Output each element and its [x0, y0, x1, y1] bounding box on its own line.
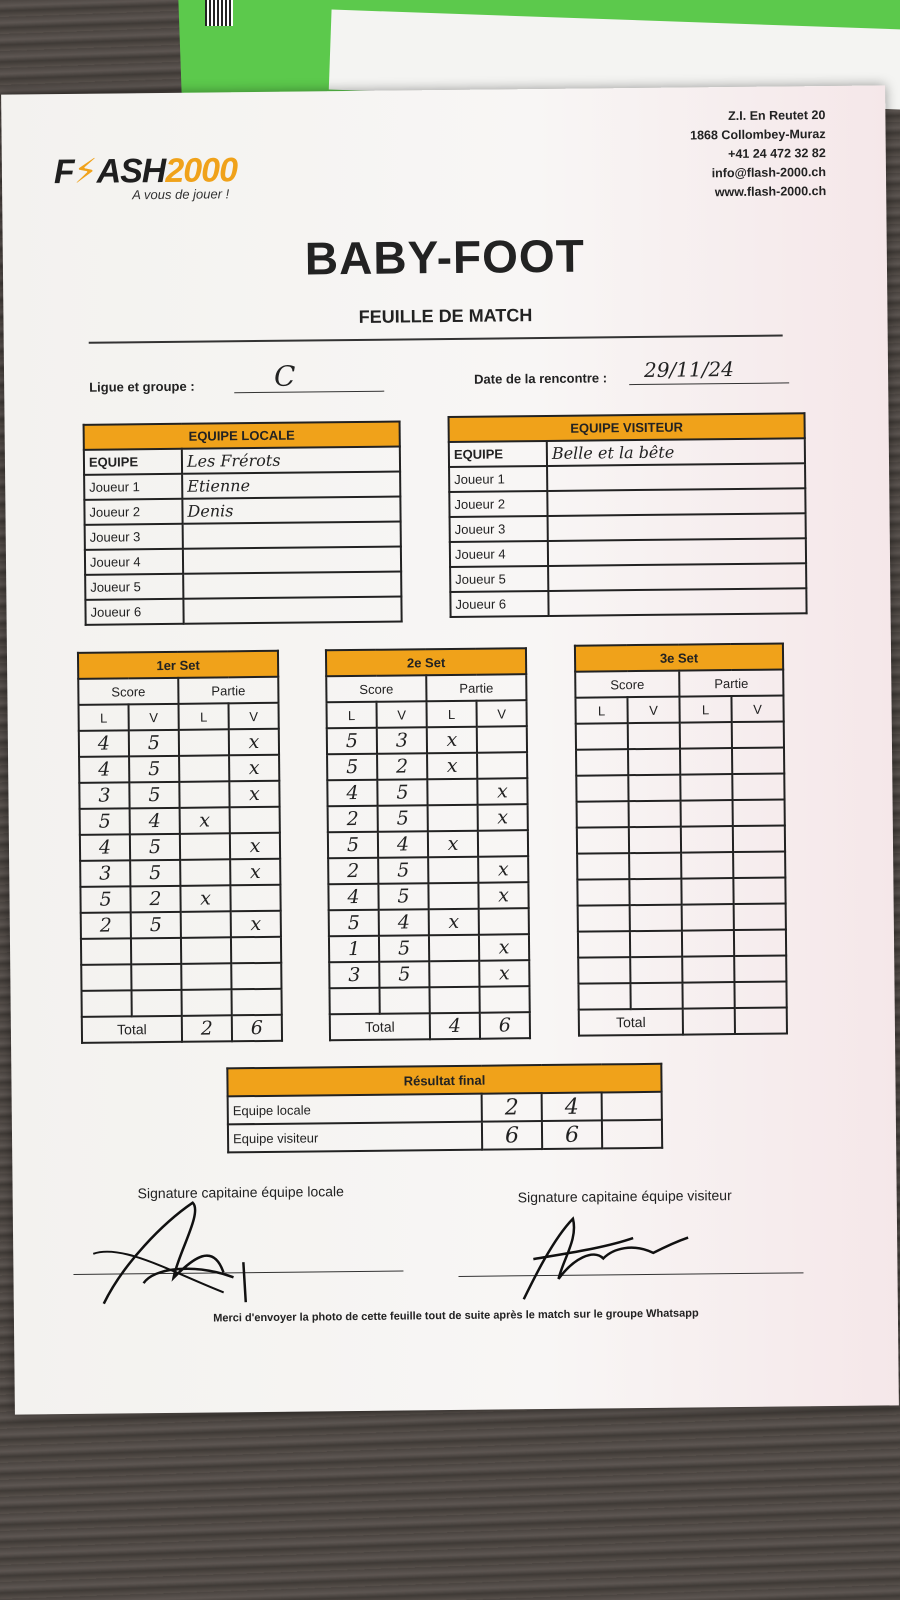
- partie-cell: [680, 774, 732, 801]
- partie-header: Partie: [426, 674, 526, 701]
- set-row: [80, 807, 280, 835]
- col-header: L: [79, 704, 129, 731]
- total-label: Total: [330, 1013, 430, 1040]
- col-header: L: [426, 701, 476, 728]
- away-player-value: [548, 588, 806, 616]
- set-row: [80, 833, 280, 861]
- set-row: [327, 752, 527, 780]
- final-cell: 6: [542, 1120, 602, 1149]
- league-value: C: [273, 359, 296, 393]
- score-cell: 2: [377, 753, 427, 780]
- score-cell: [630, 905, 682, 932]
- away-player-label: Joueur 5: [450, 566, 548, 592]
- score-cell: 4: [327, 780, 377, 807]
- score-cell: [628, 723, 680, 750]
- partie-cell: [681, 878, 733, 905]
- total-v: 6: [480, 1012, 530, 1039]
- set-row: [576, 748, 784, 776]
- score-cell: [629, 879, 681, 906]
- total-label: Total: [82, 1016, 182, 1043]
- date-line: [629, 382, 789, 385]
- score-cell: [630, 957, 682, 984]
- final-cell: [602, 1120, 662, 1149]
- partie-cell: [429, 961, 479, 988]
- score-cell: [576, 749, 628, 776]
- title-divider: [89, 334, 783, 343]
- score-cell: 4: [80, 834, 130, 861]
- set-row: [329, 986, 529, 1014]
- score-cell: 4: [79, 730, 129, 757]
- home-player-label: Joueur 5: [85, 574, 183, 600]
- score-cell: 5: [328, 832, 378, 859]
- score-cell: 5: [378, 857, 428, 884]
- set-row: [577, 825, 785, 853]
- score-cell: [82, 990, 132, 1017]
- partie-cell: x: [229, 755, 279, 782]
- score-cell: 5: [378, 883, 428, 910]
- total-v: [735, 1007, 787, 1034]
- score-cell: [630, 983, 682, 1010]
- score-cell: 5: [129, 730, 179, 757]
- partie-cell: x: [477, 778, 527, 805]
- score-cell: 3: [80, 860, 130, 887]
- partie-cell: [181, 937, 231, 964]
- score-cell: 2: [81, 912, 131, 939]
- partie-cell: [181, 963, 231, 990]
- col-header: L: [679, 696, 731, 723]
- score-cell: [577, 827, 629, 854]
- partie-cell: [428, 883, 478, 910]
- logo-tagline: A vous de jouer !: [132, 186, 230, 203]
- total-label: Total: [579, 1009, 683, 1036]
- away-player-value: [548, 513, 806, 541]
- partie-cell: x: [427, 727, 477, 754]
- score-cell: [629, 853, 681, 880]
- partie-cell: [231, 989, 281, 1016]
- contact-address: Z.I. En Reutet 20: [728, 108, 826, 124]
- league-line: [234, 391, 384, 394]
- set-row: [79, 781, 279, 809]
- set-row: [578, 955, 786, 983]
- away-player-label: Joueur 6: [450, 591, 548, 617]
- set-row: [576, 774, 784, 802]
- page-title: BABY-FOOT: [304, 229, 586, 285]
- set-row: [578, 903, 786, 931]
- partie-cell: [179, 755, 229, 782]
- date-label: Date de la rencontre :: [474, 370, 608, 387]
- away-player-value: [548, 563, 806, 591]
- set-row: [329, 960, 529, 988]
- set-row: [328, 830, 528, 858]
- final-row-label: Equipe locale: [228, 1094, 482, 1125]
- partie-cell: x: [478, 882, 528, 909]
- partie-cell: [180, 859, 230, 886]
- partie-cell: [682, 904, 734, 931]
- score-header: Score: [78, 678, 178, 705]
- partie-cell: x: [479, 934, 529, 961]
- home-player-value: [183, 547, 401, 574]
- score-cell: [578, 931, 630, 958]
- away-team-label: EQUIPE: [449, 441, 547, 467]
- home-player-value: [183, 572, 401, 599]
- final-result-table: [226, 1063, 663, 1154]
- score-cell: [131, 964, 181, 991]
- date-value: 29/11/24: [643, 357, 734, 382]
- set-title: 2e Set: [326, 648, 526, 676]
- score-cell: 5: [130, 834, 180, 861]
- away-player-value: [548, 538, 806, 566]
- set-row: [577, 851, 785, 879]
- total-l: 4: [430, 1013, 480, 1040]
- score-cell: [577, 853, 629, 880]
- home-player-label: Joueur 3: [85, 524, 183, 550]
- set-row: [81, 937, 281, 965]
- partie-cell: [682, 956, 734, 983]
- partie-cell: [230, 807, 280, 834]
- partie-cell: [734, 929, 786, 956]
- partie-cell: [428, 805, 478, 832]
- set-row: [328, 882, 528, 910]
- col-header: V: [228, 703, 278, 730]
- partie-header: Partie: [679, 670, 783, 697]
- col-header: V: [627, 697, 679, 724]
- score-cell: 5: [129, 756, 179, 783]
- partie-cell: [478, 830, 528, 857]
- partie-cell: [479, 986, 529, 1013]
- final-cell: 2: [482, 1093, 542, 1122]
- set-row: [328, 804, 528, 832]
- score-cell: [81, 964, 131, 991]
- total-l: [683, 1008, 735, 1035]
- score-cell: 4: [328, 884, 378, 911]
- col-header: L: [179, 703, 229, 730]
- league-label: Ligue et groupe :: [89, 378, 195, 395]
- set-1-table: [77, 650, 283, 1044]
- home-player-value: [183, 597, 401, 624]
- home-signature-image: [83, 1181, 324, 1314]
- partie-cell: [681, 800, 733, 827]
- partie-cell: [732, 748, 784, 775]
- set-row: [81, 911, 281, 939]
- partie-cell: [429, 935, 479, 962]
- score-cell: 4: [130, 808, 180, 835]
- col-header: V: [731, 696, 783, 723]
- score-cell: 5: [329, 910, 379, 937]
- home-team-header: EQUIPE LOCALE: [84, 422, 400, 450]
- partie-cell: x: [229, 781, 279, 808]
- set-row: [80, 885, 280, 913]
- score-cell: [577, 879, 629, 906]
- total-l: 2: [182, 1015, 232, 1042]
- total-v: 6: [232, 1015, 282, 1042]
- home-player-label: Joueur 1: [84, 474, 182, 500]
- col-header: V: [376, 701, 426, 728]
- contact-block: [690, 106, 826, 202]
- home-team-table: [83, 420, 403, 625]
- away-team-table: [448, 412, 808, 618]
- score-cell: [379, 987, 429, 1014]
- score-cell: [629, 801, 681, 828]
- match-sheet: [1, 85, 899, 1414]
- set-row: [576, 722, 784, 750]
- score-cell: 4: [379, 909, 429, 936]
- score-cell: 2: [328, 806, 378, 833]
- home-player-value: Denis: [182, 497, 400, 524]
- partie-cell: [681, 826, 733, 853]
- footer-note: Merci d'envoyer la photo de cette feuille tout de suite après le match sur le groupe Whatsapp: [213, 1307, 699, 1325]
- score-cell: 5: [130, 860, 180, 887]
- score-cell: 1: [329, 936, 379, 963]
- final-result-header: Résultat final: [227, 1064, 661, 1097]
- score-cell: 3: [79, 782, 129, 809]
- home-player-label: Joueur 2: [84, 499, 182, 525]
- score-cell: 5: [378, 805, 428, 832]
- partie-cell: x: [427, 753, 477, 780]
- partie-cell: [680, 748, 732, 775]
- final-row-label: Equipe visiteur: [228, 1122, 482, 1153]
- home-player-value: Etienne: [182, 472, 400, 499]
- partie-cell: [682, 982, 734, 1009]
- score-cell: [578, 983, 630, 1010]
- set-rows: [327, 726, 530, 1014]
- partie-cell: [681, 852, 733, 879]
- partie-cell: [180, 833, 230, 860]
- score-cell: 5: [80, 808, 130, 835]
- col-header: V: [129, 704, 179, 731]
- set-row: [79, 755, 279, 783]
- home-player-label: Joueur 4: [85, 549, 183, 575]
- final-cell: [602, 1092, 662, 1121]
- partie-cell: [179, 729, 229, 756]
- partie-cell: x: [478, 804, 528, 831]
- lightning-bolt-icon: ⚡: [73, 152, 97, 191]
- partie-cell: [733, 851, 785, 878]
- partie-cell: [231, 963, 281, 990]
- set-row: [81, 963, 281, 991]
- set-row: [329, 908, 529, 936]
- partie-cell: [427, 779, 477, 806]
- page-subtitle: FEUILLE DE MATCH: [358, 305, 533, 327]
- score-cell: 2: [130, 886, 180, 913]
- partie-cell: x: [429, 909, 479, 936]
- score-cell: [630, 931, 682, 958]
- score-header: Score: [575, 671, 679, 698]
- partie-cell: [680, 722, 732, 749]
- partie-cell: [732, 774, 784, 801]
- partie-cell: [733, 877, 785, 904]
- score-cell: [131, 990, 181, 1017]
- away-player-label: Joueur 2: [449, 491, 547, 517]
- home-team-name: Les Frérots: [182, 447, 400, 474]
- col-header: L: [326, 702, 376, 729]
- set-row: [578, 981, 786, 1009]
- barcode-icon: [205, 0, 233, 26]
- set-3-table: [574, 642, 788, 1036]
- score-cell: [628, 775, 680, 802]
- score-cell: 3: [329, 962, 379, 989]
- score-cell: 5: [131, 912, 181, 939]
- set-row: [578, 929, 786, 957]
- partie-cell: [477, 752, 527, 779]
- home-player-label: Joueur 6: [85, 599, 183, 625]
- set-row: [80, 859, 280, 887]
- set-title: 1er Set: [78, 651, 278, 679]
- partie-cell: x: [478, 856, 528, 883]
- score-cell: 3: [377, 727, 427, 754]
- score-cell: [576, 723, 628, 750]
- away-player-value: [547, 463, 805, 491]
- score-cell: 4: [378, 831, 428, 858]
- home-player-value: [183, 522, 401, 549]
- home-signature-label: Signature capitaine équipe locale: [137, 1183, 344, 1202]
- set-title: 3e Set: [575, 644, 783, 672]
- score-cell: [329, 988, 379, 1015]
- away-player-value: [547, 488, 805, 516]
- partie-cell: [179, 781, 229, 808]
- contact-email: info@flash-2000.ch: [711, 165, 827, 181]
- partie-cell: [477, 726, 527, 753]
- score-cell: 5: [377, 779, 427, 806]
- score-cell: [628, 749, 680, 776]
- partie-cell: [734, 955, 786, 982]
- set-row: [328, 856, 528, 884]
- partie-cell: x: [180, 807, 230, 834]
- score-cell: 5: [327, 728, 377, 755]
- flash2000-logo: F⚡ASH2000 A vous de jouer !: [53, 151, 238, 203]
- final-cell: 6: [482, 1121, 542, 1150]
- away-player-label: Joueur 3: [450, 516, 548, 542]
- partie-cell: [181, 911, 231, 938]
- partie-cell: [479, 908, 529, 935]
- score-cell: 5: [80, 886, 130, 913]
- score-cell: [131, 938, 181, 965]
- set-rows: [79, 729, 282, 1017]
- partie-cell: [231, 937, 281, 964]
- partie-cell: x: [180, 885, 230, 912]
- score-cell: [578, 905, 630, 932]
- score-cell: [576, 775, 628, 802]
- set-row: [327, 778, 527, 806]
- partie-cell: [429, 987, 479, 1014]
- contact-phone: +41 24 472 32 82: [728, 146, 826, 162]
- col-header: V: [476, 700, 526, 727]
- partie-cell: x: [229, 729, 279, 756]
- partie-cell: x: [230, 859, 280, 886]
- score-cell: 2: [328, 858, 378, 885]
- set-row: [79, 729, 279, 757]
- partie-cell: [181, 989, 231, 1016]
- away-player-label: Joueur 1: [449, 466, 547, 492]
- score-cell: 5: [379, 935, 429, 962]
- score-cell: [629, 827, 681, 854]
- score-cell: 5: [327, 754, 377, 781]
- score-cell: 5: [129, 782, 179, 809]
- partie-cell: [733, 799, 785, 826]
- set-2-table: [325, 647, 531, 1041]
- partie-cell: [230, 885, 280, 912]
- score-cell: [577, 801, 629, 828]
- partie-cell: [682, 930, 734, 957]
- partie-cell: [733, 825, 785, 852]
- partie-cell: x: [230, 833, 280, 860]
- set-row: [329, 934, 529, 962]
- score-cell: [578, 957, 630, 984]
- contact-city: 1868 Collombey-Muraz: [690, 127, 826, 143]
- col-header: L: [575, 697, 627, 724]
- score-header: Score: [326, 675, 426, 702]
- away-team-name: Belle et la bête: [547, 438, 805, 466]
- score-cell: 5: [379, 961, 429, 988]
- final-cell: 4: [542, 1092, 602, 1121]
- contact-web: www.flash-2000.ch: [714, 184, 827, 200]
- set-rows: [576, 722, 787, 1010]
- away-signature-image: [503, 1197, 704, 1309]
- set-row: [577, 799, 785, 827]
- partie-cell: [428, 857, 478, 884]
- away-player-label: Joueur 4: [450, 541, 548, 567]
- partie-cell: [732, 722, 784, 749]
- score-cell: 4: [79, 756, 129, 783]
- partie-header: Partie: [178, 677, 278, 704]
- set-row: [82, 989, 282, 1017]
- away-signature-label: Signature capitaine équipe visiteur: [517, 1187, 732, 1206]
- partie-cell: x: [231, 911, 281, 938]
- partie-cell: x: [428, 831, 478, 858]
- score-cell: [81, 938, 131, 965]
- set-row: [327, 726, 527, 754]
- set-row: [577, 877, 785, 905]
- home-team-label: EQUIPE: [84, 449, 182, 475]
- partie-cell: [734, 981, 786, 1008]
- partie-cell: x: [479, 960, 529, 987]
- away-team-header: EQUIPE VISITEUR: [449, 413, 805, 442]
- partie-cell: [734, 903, 786, 930]
